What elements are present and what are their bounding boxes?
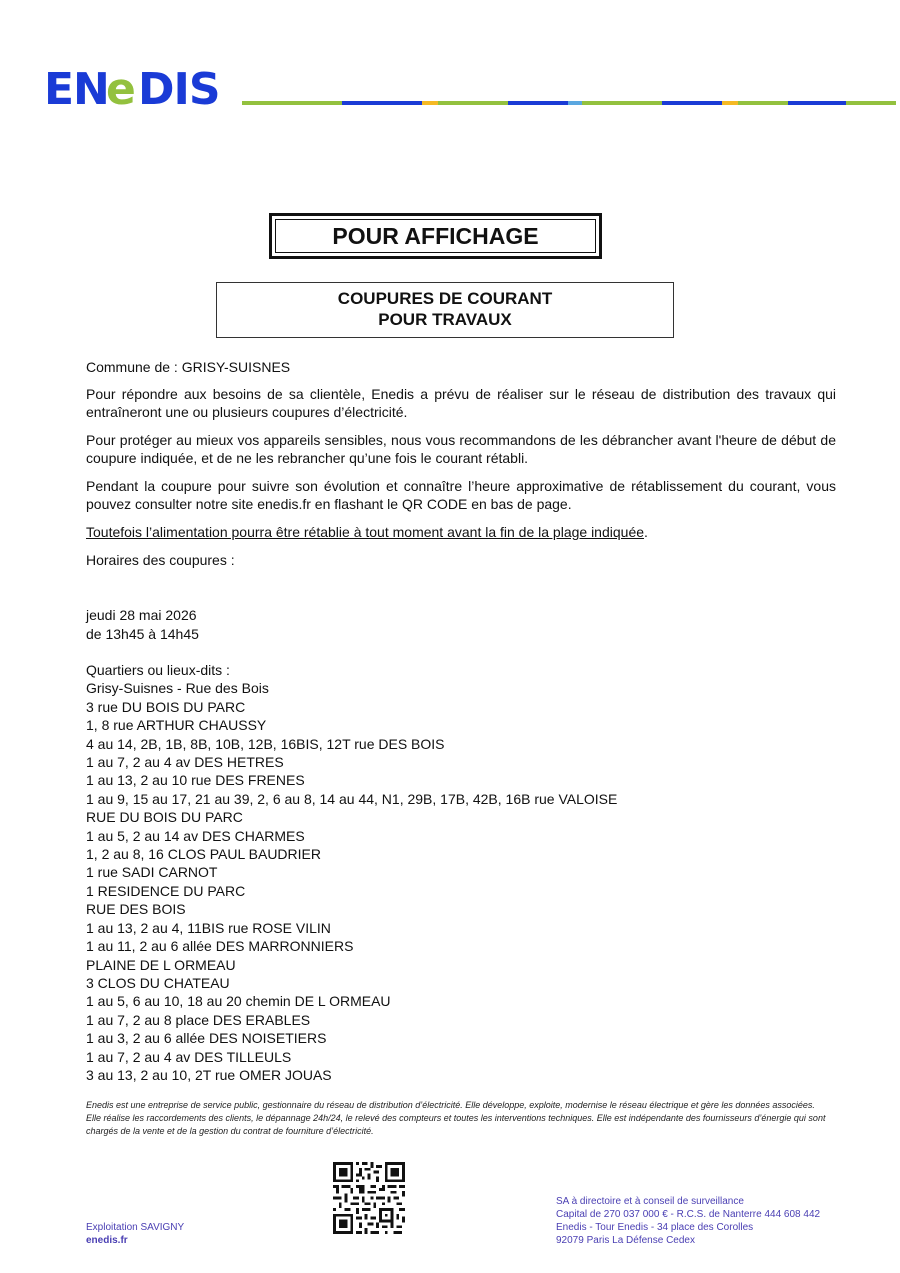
list-item: 1 au 9, 15 au 17, 21 au 39, 2, 6 au 8, 14 au 44, N1, 29B, 17B, 42B, 16B rue VALOISE (86, 790, 618, 807)
list-item: 1 au 13, 2 au 4, 11BIS rue ROSE VILIN (86, 919, 331, 936)
list-item: RUE DU BOIS DU PARC (86, 809, 243, 826)
qr-code-icon[interactable] (333, 1162, 405, 1234)
list-item: 1, 8 rue ARTHUR CHAUSSY (86, 717, 267, 734)
legal-line: Capital de 270 037 000 € - R.C.S. de Nanterre 444 608 442 (556, 1209, 821, 1220)
legal-line: SA à directoire et à conseil de surveillance (556, 1196, 744, 1207)
list-item: 1 rue SADI CARNOT (86, 864, 218, 881)
schedule-date: jeudi 28 mai 2026 (86, 607, 197, 623)
schedule-label: Horaires des coupures : (86, 552, 235, 568)
list-item: 1 au 7, 2 au 4 av DES HETRES (86, 754, 284, 771)
list-item: 1 au 7, 2 au 8 place DES ERABLES (86, 1011, 311, 1028)
list-item: 1 au 3, 2 au 6 allée DES NOISETIERS (86, 1030, 327, 1047)
list-item: 1 au 11, 2 au 6 allée DES MARRONNIERS (86, 938, 354, 955)
footer-legal (556, 1195, 820, 1247)
list-item: RUE DES BOIS (86, 901, 186, 918)
svg-text:EN: EN (44, 64, 109, 110)
svg-text:DIS: DIS (138, 64, 220, 110)
brand-divider-line (242, 101, 896, 105)
website-link[interactable]: enedis.fr (86, 1235, 128, 1246)
page-title: POUR AFFICHAGE (275, 219, 596, 253)
list-item: 1 au 13, 2 au 10 rue DES FRENES (86, 772, 305, 789)
svg-text:e: e (106, 64, 136, 110)
footer-disclaimer: Enedis est une entreprise de service public, gestionnaire du réseau de distribution d’électricité. Elle développe, exploite, modernise le réseau électrique et gère les données associées. Elle réalise les raccordements des clients, le dépannage 24h/24, le relevé des compteurs et toutes les interventions techniques. Elle est indépendante des fournisseurs d’énergie qui sont chargés de la vente et de la gestion du contrat de fourniture d’électricité. (86, 1100, 826, 1136)
list-item: PLAINE DE L ORMEAU (86, 956, 236, 973)
notice-end: . (644, 524, 648, 540)
list-item: 1, 2 au 8, 16 CLOS PAUL BAUDRIER (86, 846, 321, 863)
subtitle-line-2: POUR TRAVAUX (378, 310, 512, 329)
subtitle-line-1: COUPURES DE COURANT (337, 289, 553, 308)
paragraph-3: Pendant la coupure pour suivre son évolution et connaître l’heure approximative de rétablissement du courant, vous pouvez consulter notre site enedis.fr en flashant le QR CODE en bas de page. (86, 478, 836, 512)
title-box (269, 213, 602, 259)
list-item: 3 CLOS DU CHATEAU (86, 974, 230, 991)
commune-line: Commune de : GRISY-SUISNES (86, 359, 291, 375)
subtitle-box (216, 282, 674, 338)
schedule-hours: de 13h45 à 14h45 (86, 626, 199, 642)
list-item: 4 au 14, 2B, 1B, 8B, 10B, 12B, 16BIS, 12T rue DES BOIS (86, 735, 445, 752)
locations-label: Quartiers ou lieux-dits : (86, 662, 230, 678)
list-item: 3 au 13, 2 au 10, 2T rue OMER JOUAS (86, 1066, 332, 1083)
legal-line: 92079 Paris La Défense Cedex (556, 1235, 695, 1246)
exploitation-label: Exploitation SAVIGNY (86, 1222, 185, 1233)
paragraph-2: Pour protéger au mieux vos appareils sensibles, nous vous recommandons de les débrancher avant l'heure de début de coupure indiquée, et de ne les rebrancher qu’une fois le courant rétabli. (86, 432, 836, 466)
enedis-logo (44, 64, 236, 110)
notice-underlined: Toutefois l’alimentation pourra être rétablie à tout moment avant la fin de la plage indiquée (86, 524, 645, 540)
list-item: 1 RESIDENCE DU PARC (86, 882, 246, 899)
list-item: 1 au 7, 2 au 4 av DES TILLEULS (86, 1048, 292, 1065)
paragraph-1: Pour répondre aux besoins de sa clientèle, Enedis a prévu de réaliser sur le réseau de distribution des travaux qui entraîneront une ou plusieurs coupures d’électricité. (86, 386, 836, 420)
list-item: 3 rue DU BOIS DU PARC (86, 698, 246, 715)
legal-line: Enedis - Tour Enedis - 34 place des Corolles (556, 1222, 754, 1233)
notice-line (86, 523, 836, 541)
list-item: Grisy-Suisnes - Rue des Bois (86, 680, 269, 697)
list-item: 1 au 5, 2 au 14 av DES CHARMES (86, 827, 305, 844)
locations-list (86, 661, 617, 1084)
footer-left (86, 1221, 184, 1247)
list-item: 1 au 5, 6 au 10, 18 au 20 chemin DE L ORMEAU (86, 993, 391, 1010)
